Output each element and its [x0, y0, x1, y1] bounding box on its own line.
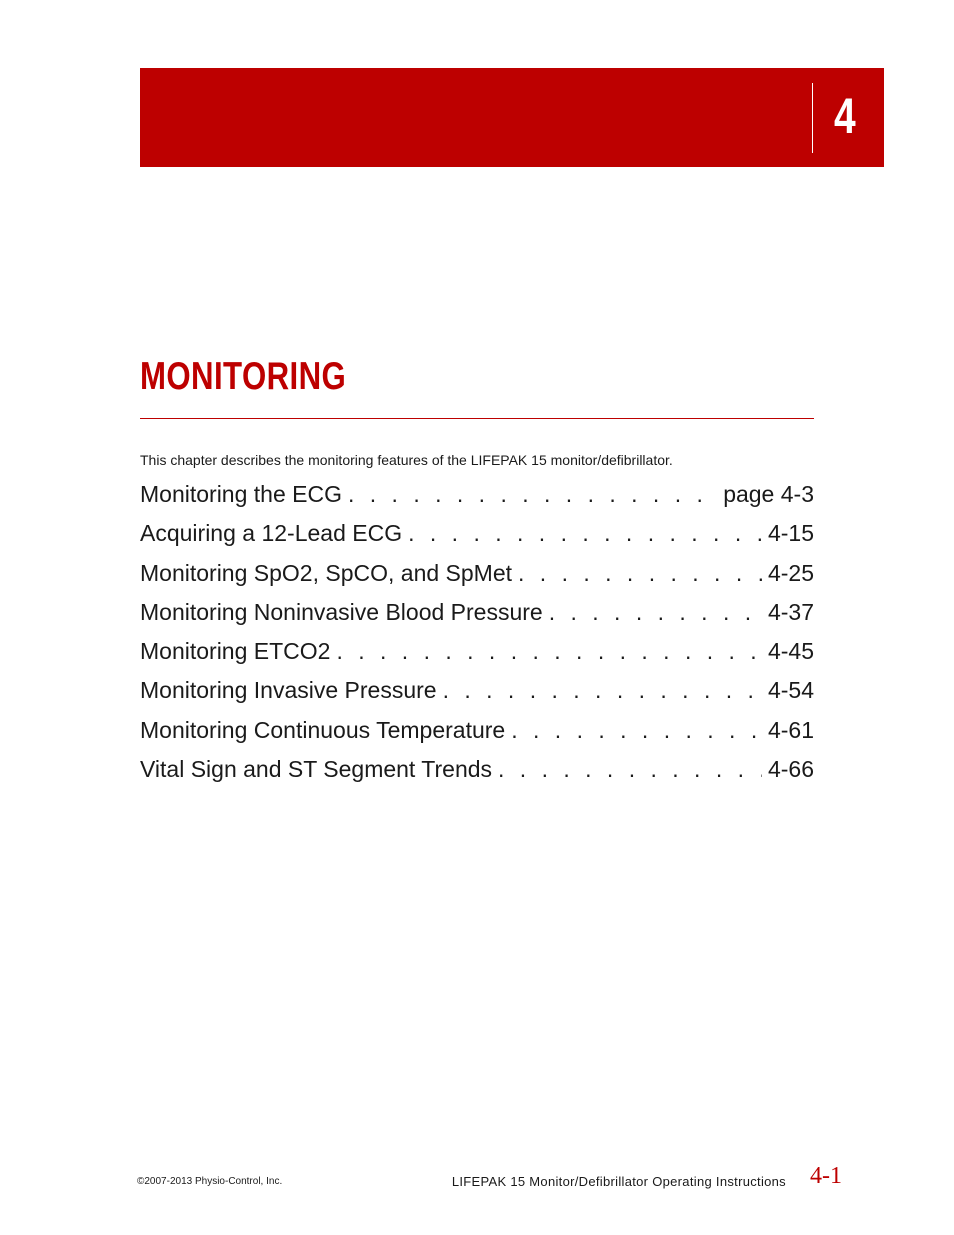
banner-divider	[812, 83, 813, 153]
table-of-contents	[140, 475, 814, 789]
toc-entry-page: 4-15	[767, 520, 814, 547]
toc-entry-page: page 4-3	[723, 481, 814, 507]
toc-entry-label: Monitoring SpO2, SpCO, and SpMet	[140, 559, 513, 586]
chapter-number: 4	[834, 88, 856, 144]
toc-entry-noninvasive-bp[interactable]	[140, 593, 814, 632]
toc-entry-invasive-pressure[interactable]	[140, 671, 814, 710]
toc-entry-label: Vital Sign and ST Segment Trends	[140, 756, 493, 783]
chapter-intro: This chapter describes the monitoring features of the LIFEPAK 15 monitor/defibrillator.	[140, 452, 673, 468]
toc-entry-etco2[interactable]	[140, 632, 814, 671]
toc-entry-label: Monitoring Continuous Temperature	[140, 716, 506, 743]
toc-entry-label: Monitoring the ECG	[140, 481, 342, 507]
toc-entry-label: Monitoring Noninvasive Blood Pressure	[140, 598, 543, 625]
title-rule	[140, 418, 814, 419]
toc-dot-leader	[443, 671, 762, 710]
toc-dot-leader	[511, 711, 762, 750]
toc-entry-12-lead-ecg[interactable]	[140, 514, 814, 553]
toc-dot-leader	[498, 750, 762, 789]
toc-entry-page: 4-45	[767, 638, 814, 665]
toc-entry-label: Acquiring a 12-Lead ECG	[140, 520, 403, 547]
toc-entry-page: 4-37	[767, 598, 814, 625]
toc-entry-page: 4-54	[767, 677, 814, 704]
footer-copyright: ©2007-2013 Physio-Control, Inc.	[137, 1176, 283, 1187]
toc-entry-continuous-temperature[interactable]	[140, 711, 814, 750]
toc-dot-leader	[348, 475, 717, 514]
toc-entry-label: Monitoring ETCO2	[140, 638, 331, 665]
toc-dot-leader	[518, 554, 762, 593]
toc-entry-page: 4-61	[767, 716, 814, 743]
footer-page-number: 4-1	[810, 1163, 842, 1189]
toc-dot-leader	[336, 632, 761, 671]
chapter-title: MONITORING	[140, 355, 347, 398]
toc-dot-leader	[408, 514, 762, 553]
toc-entry-page: 4-25	[767, 559, 814, 586]
toc-dot-leader	[549, 593, 762, 632]
toc-entry-page: 4-66	[767, 756, 814, 783]
toc-entry-monitoring-ecg[interactable]	[140, 475, 814, 514]
toc-entry-label: Monitoring Invasive Pressure	[140, 677, 437, 704]
toc-entry-spo2-spco-spmet[interactable]	[140, 554, 814, 593]
chapter-banner	[140, 68, 884, 167]
footer-document-title: LIFEPAK 15 Monitor/Defibrillator Operating Instructions	[451, 1174, 786, 1189]
toc-entry-vital-sign-trends[interactable]	[140, 750, 814, 789]
